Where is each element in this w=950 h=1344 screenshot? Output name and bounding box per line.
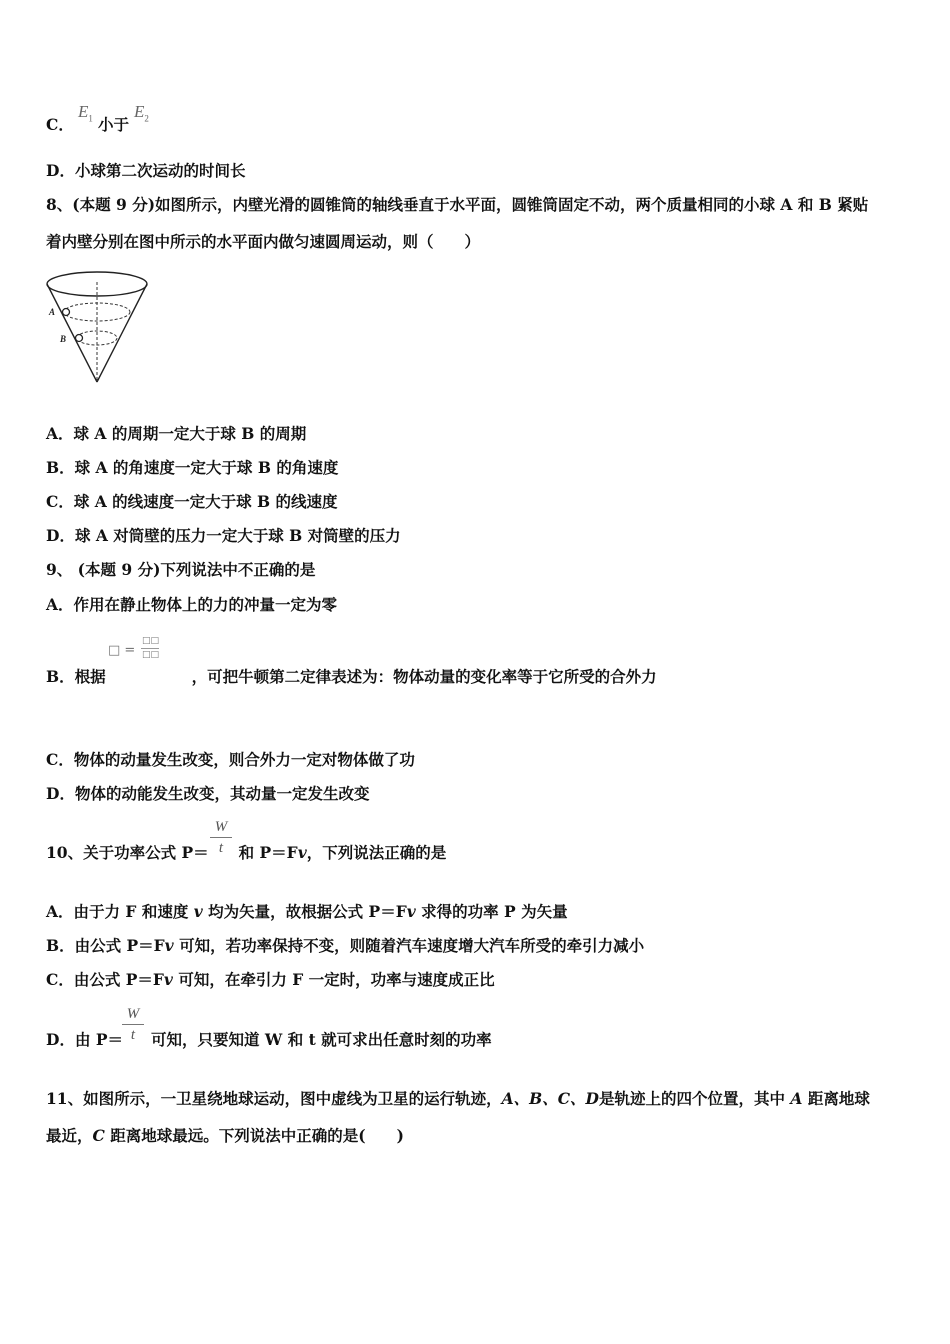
q8-stem-line2: 着内壁分别在图中所示的水平面内做匀速圆周运动，则（ ） (46, 232, 481, 251)
cone-figure (44, 268, 156, 386)
q9-formula-bar (141, 648, 159, 649)
q9-option-c: C．物体的动量发生改变，则合外力一定对物体做了功 (46, 750, 415, 769)
q7-option-c (46, 114, 74, 136)
q11-stem-line2: 最近，C 距离地球最远。下列说法中正确的是( ) (46, 1126, 404, 1145)
q7-option-d: D．小球第二次运动的时间长 (46, 161, 246, 180)
q9-option-a: A．作用在静止物体上的力的冲量一定为零 (46, 595, 338, 614)
q10-option-d-fraction: W t (122, 1005, 144, 1044)
q9-formula-num: □□ (142, 636, 160, 646)
q9-option-b-suffix: ，可把牛顿第二定律表述为：物体动量的变化率等于它所受的合外力 (191, 667, 657, 686)
ball-b-label: B (60, 334, 67, 344)
q9-option-b-prefix: B．根据 (46, 667, 106, 686)
q8-option-c: C．球 A 的线速度一定大于球 B 的线速度 (46, 492, 338, 511)
q10-stem: 10、关于功率公式 P＝ 和 P＝Fv，下列说法正确的是 (46, 843, 447, 862)
q9-option-d: D．物体的动能发生改变，其动量一定发生改变 (46, 784, 370, 803)
q7-e2-symbol: $E_2$ (134, 102, 149, 124)
q7-option-c-label: C． (46, 115, 74, 134)
q10-option-d: D．由 P＝ 可知，只要知道 W 和 t 就可求出任意时刻的功率 (46, 1030, 492, 1049)
q8-option-a: A．球 A 的周期一定大于球 B 的周期 (46, 424, 307, 443)
ball-a (63, 309, 70, 316)
cone-left-side (47, 284, 97, 382)
cone-right-side (97, 284, 147, 382)
q9-formula-lhs: □ = (108, 643, 136, 658)
ball-b (76, 335, 83, 342)
q10-option-c: C．由公式 P＝Fv 可知，在牵引力 F 一定时，功率与速度成正比 (46, 970, 495, 989)
q7-e1-symbol: $E_1$ (78, 102, 93, 124)
q9-formula-den: □□ (142, 650, 160, 660)
q8-option-d: D．球 A 对筒壁的压力一定大于球 B 对筒壁的压力 (46, 526, 401, 545)
q10-option-a: A．由于力 F 和速度 v 均为矢量，故根据公式 P＝Fv 求得的功率 P 为矢量 (46, 902, 568, 921)
q8-stem-line1: 8、(本题 9 分)如图所示，内壁光滑的圆锥筒的轴线垂直于水平面，圆锥筒固定不动，两个质量相同的小球 A 和 B 紧贴 (46, 195, 869, 214)
q8-option-b: B．球 A 的角速度一定大于球 B 的角速度 (46, 458, 339, 477)
ball-a-label: A (49, 307, 56, 317)
q11-stem-line1: 11、如图所示，一卫星绕地球运动，图中虚线为卫星的运行轨迹，A、B、C、D是轨迹上的四个位置，其中 A 距离地球 (46, 1089, 870, 1108)
q9-stem: 9、 (本题 9 分)下列说法中不正确的是 (46, 560, 316, 579)
q10-option-b: B．由公式 P＝Fv 可知，若功率保持不变，则随着汽车速度增大汽车所受的牵引力减小 (46, 936, 645, 955)
q7-option-c-mid: 小于 (98, 115, 130, 134)
q9-option-b (46, 666, 657, 688)
q10-power-fraction: W t (210, 818, 232, 857)
